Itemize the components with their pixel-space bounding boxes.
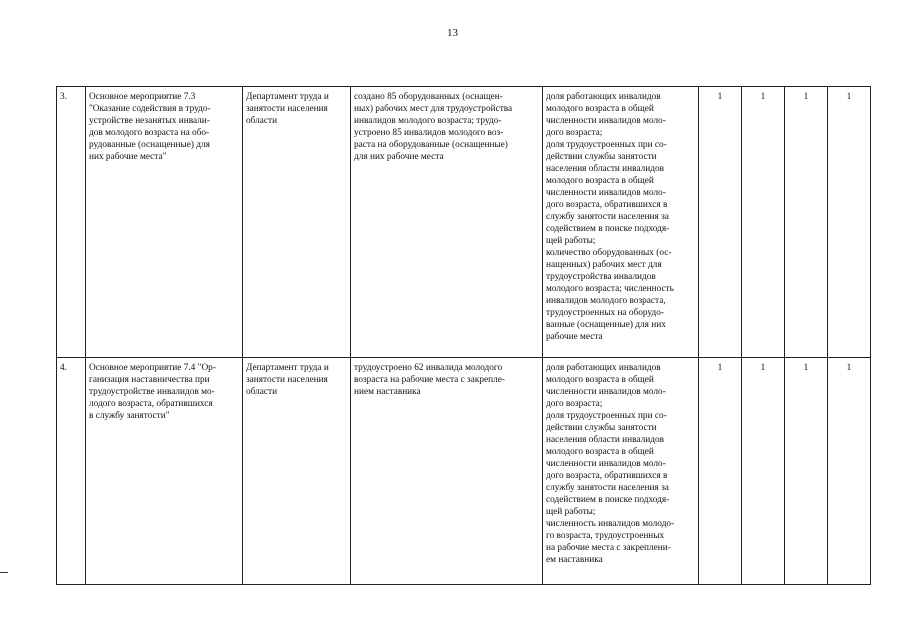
event-cell: Основное мероприятие 7.3 "Оказание содействия в трудо- устройстве незанятых инвали- дов молодого возраста на обо- рудованные (оснащенные) для них рабочие места" [86, 87, 243, 358]
result-cell: трудоустроено 62 инвалида молодого возраста на рабочие места с закрепле- нием наставника [351, 358, 543, 585]
measures-table [56, 86, 871, 585]
row-number: 4. [57, 358, 86, 585]
margin-mark [0, 572, 8, 573]
row-number: 3. [57, 87, 86, 358]
executor-cell: Департамент труда и занятости населения области [243, 87, 351, 358]
value-cell: 1 [699, 87, 742, 358]
indicators-cell: доля работающих инвалидов молодого возраста в общей численности инвалидов моло- дого возраста; доля трудоустроенных при со- действии службы занятости населения области инвалидов молодого возраста в общей численности инвалидов моло- дого возраста, обратившихся в службу занятости населения за содействием в поиске подходя- щей работы; численность инвалидов молодо- го возраста, трудоустроенных на рабочие места с закреплени- ем наставника [543, 358, 699, 585]
value-cell: 1 [828, 87, 871, 358]
event-cell: Основное мероприятие 7.4 "Ор- ганизация наставничества при трудоустройстве инвалидов мо- лодого возраста, обратившихся в службу занятости" [86, 358, 243, 585]
executor-cell: Департамент труда и занятости населения области [243, 358, 351, 585]
value-cell: 1 [828, 358, 871, 585]
value-cell: 1 [742, 87, 785, 358]
value-cell: 1 [699, 358, 742, 585]
result-cell: создано 85 оборудованных (оснащен- ных) рабочих мест для трудоустройства инвалидов молодого возраста; трудо- устроено 85 инвалидов молодого воз- раста на оборудованные (оснащенные) для них рабочие места [351, 87, 543, 358]
table-row [57, 358, 871, 585]
value-cell: 1 [742, 358, 785, 585]
value-cell: 1 [785, 87, 828, 358]
page-number: 13 [447, 27, 458, 39]
table-row [57, 87, 871, 358]
value-cell: 1 [785, 358, 828, 585]
indicators-cell: доля работающих инвалидов молодого возраста в общей численности инвалидов моло- дого возраста; доля трудоустроенных при со- действии службы занятости населения области инвалидов молодого возраста в общей численности инвалидов моло- дого возраста, обратившихся в службу занятости населения за содействием в поиске подходя- щей работы; количество оборудованных (ос- нащенных) рабочих мест для трудоустройства инвалидов молодого возраста; численность инвалидов молодого возраста, трудоустроенных на оборудо- ванные (оснащенные) для них рабочие места [543, 87, 699, 358]
